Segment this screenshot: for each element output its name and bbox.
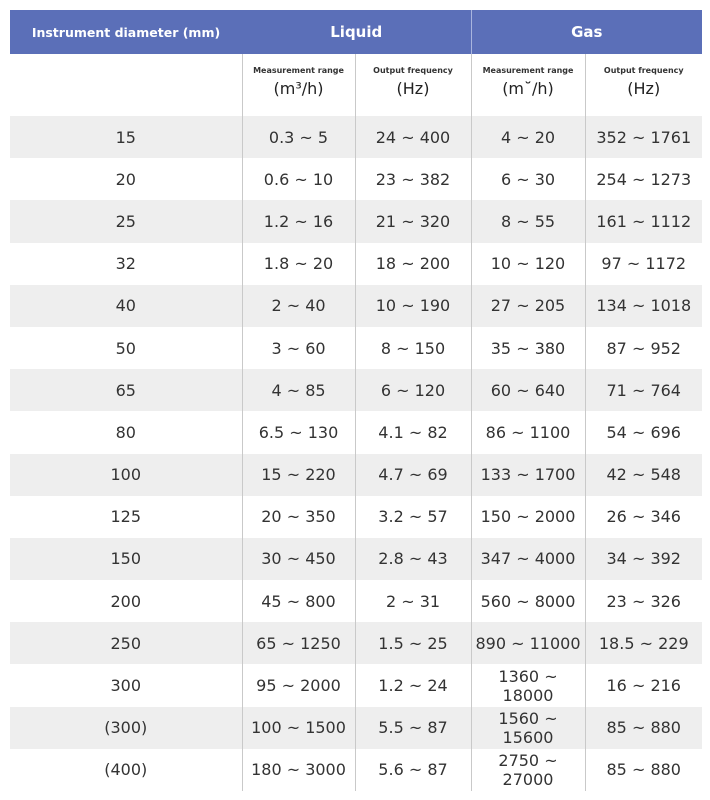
gas-range-label: Measurement range: [482, 66, 574, 75]
liquid-freq-cell: 2 ~ 31: [355, 580, 471, 622]
liquid-freq-cell: 10 ~ 190: [355, 285, 471, 327]
liquid-range-cell: 1.2 ~ 16: [242, 200, 355, 242]
diameter-cell: 150: [10, 538, 242, 580]
gas-range-cell: 6 ~ 30: [471, 158, 585, 200]
gas-range-cell: 60 ~ 640: [471, 369, 585, 411]
table-row: [10, 369, 702, 411]
gas-freq-cell: 42 ~ 548: [585, 454, 702, 496]
liquid-freq-label: Output frequency: [373, 66, 453, 75]
liquid-freq-cell: 1.5 ~ 25: [355, 622, 471, 664]
table-subheader-row: [10, 54, 702, 116]
liquid-freq-cell: 3.2 ~ 57: [355, 496, 471, 538]
gas-range-cell: 2750 ~ 27000: [471, 749, 585, 791]
diameter-cell: 20: [10, 158, 242, 200]
liquid-freq-cell: 21 ~ 320: [355, 200, 471, 242]
table-row: [10, 411, 702, 453]
table-row: [10, 622, 702, 664]
table-row: [10, 454, 702, 496]
gas-range-cell: 4 ~ 20: [471, 116, 585, 158]
liquid-freq-cell: 2.8 ~ 43: [355, 538, 471, 580]
table-body: [10, 116, 702, 791]
liquid-range-unit: (m³/h): [273, 79, 324, 98]
liquid-range-cell: 0.6 ~ 10: [242, 158, 355, 200]
liquid-range-cell: 180 ~ 3000: [242, 749, 355, 791]
diameter-subheader-empty: [10, 54, 242, 116]
gas-freq-unit: (Hz): [627, 79, 661, 98]
gas-range-cell: 560 ~ 8000: [471, 580, 585, 622]
diameter-cell: 50: [10, 327, 242, 369]
liquid-freq-cell: 5.6 ~ 87: [355, 749, 471, 791]
gas-freq-subheader: [585, 54, 702, 116]
gas-group-header: Gas: [471, 10, 702, 54]
gas-freq-cell: 34 ~ 392: [585, 538, 702, 580]
flowmeter-spec-table: [10, 10, 702, 791]
liquid-freq-cell: 18 ~ 200: [355, 243, 471, 285]
liquid-range-cell: 15 ~ 220: [242, 454, 355, 496]
gas-freq-cell: 161 ~ 1112: [585, 200, 702, 242]
gas-freq-cell: 26 ~ 346: [585, 496, 702, 538]
diameter-cell: 250: [10, 622, 242, 664]
gas-freq-cell: 16 ~ 216: [585, 664, 702, 706]
gas-range-cell: 1560 ~ 15600: [471, 707, 585, 749]
liquid-freq-cell: 24 ~ 400: [355, 116, 471, 158]
gas-range-cell: 8 ~ 55: [471, 200, 585, 242]
table-header-row: [10, 10, 702, 54]
gas-freq-cell: 85 ~ 880: [585, 749, 702, 791]
diameter-cell: 100: [10, 454, 242, 496]
table-row: [10, 327, 702, 369]
gas-freq-cell: 23 ~ 326: [585, 580, 702, 622]
gas-range-cell: 86 ~ 1100: [471, 411, 585, 453]
table-row: [10, 158, 702, 200]
diameter-cell: (300): [10, 707, 242, 749]
table-row: [10, 580, 702, 622]
gas-freq-cell: 71 ~ 764: [585, 369, 702, 411]
gas-range-cell: 10 ~ 120: [471, 243, 585, 285]
diameter-cell: 15: [10, 116, 242, 158]
gas-range-cell: 27 ~ 205: [471, 285, 585, 327]
diameter-cell: 25: [10, 200, 242, 242]
diameter-cell: 300: [10, 664, 242, 706]
diameter-column-header: Instrument diameter (mm): [10, 10, 242, 54]
table-row: [10, 664, 702, 706]
gas-freq-cell: 97 ~ 1172: [585, 243, 702, 285]
gas-range-subheader: [471, 54, 585, 116]
liquid-freq-cell: 4.1 ~ 82: [355, 411, 471, 453]
gas-range-cell: 347 ~ 4000: [471, 538, 585, 580]
diameter-cell: 40: [10, 285, 242, 327]
diameter-cell: (400): [10, 749, 242, 791]
gas-range-cell: 133 ~ 1700: [471, 454, 585, 496]
diameter-cell: 80: [10, 411, 242, 453]
liquid-range-cell: 30 ~ 450: [242, 538, 355, 580]
liquid-freq-subheader: [355, 54, 471, 116]
liquid-range-cell: 6.5 ~ 130: [242, 411, 355, 453]
liquid-freq-cell: 5.5 ~ 87: [355, 707, 471, 749]
liquid-range-cell: 20 ~ 350: [242, 496, 355, 538]
table-row: [10, 243, 702, 285]
liquid-range-label: Measurement range: [253, 66, 344, 75]
flowmeter-spec-table-container: [10, 10, 710, 791]
gas-freq-cell: 254 ~ 1273: [585, 158, 702, 200]
gas-range-cell: 35 ~ 380: [471, 327, 585, 369]
liquid-freq-cell: 6 ~ 120: [355, 369, 471, 411]
diameter-cell: 65: [10, 369, 242, 411]
liquid-freq-cell: 23 ~ 382: [355, 158, 471, 200]
table-row: [10, 707, 702, 749]
gas-freq-cell: 54 ~ 696: [585, 411, 702, 453]
gas-range-cell: 150 ~ 2000: [471, 496, 585, 538]
liquid-freq-cell: 8 ~ 150: [355, 327, 471, 369]
liquid-group-header: Liquid: [242, 10, 471, 54]
table-row: [10, 200, 702, 242]
liquid-freq-unit: (Hz): [396, 79, 430, 98]
table-row: [10, 749, 702, 791]
liquid-range-cell: 95 ~ 2000: [242, 664, 355, 706]
gas-freq-cell: 134 ~ 1018: [585, 285, 702, 327]
liquid-range-cell: 1.8 ~ 20: [242, 243, 355, 285]
liquid-range-cell: 4 ~ 85: [242, 369, 355, 411]
liquid-range-cell: 100 ~ 1500: [242, 707, 355, 749]
liquid-freq-cell: 4.7 ~ 69: [355, 454, 471, 496]
diameter-cell: 200: [10, 580, 242, 622]
gas-range-cell: 1360 ~ 18000: [471, 664, 585, 706]
liquid-range-subheader: [242, 54, 355, 116]
table-row: [10, 116, 702, 158]
liquid-range-cell: 2 ~ 40: [242, 285, 355, 327]
gas-range-cell: 890 ~ 11000: [471, 622, 585, 664]
table-row: [10, 285, 702, 327]
liquid-freq-cell: 1.2 ~ 24: [355, 664, 471, 706]
liquid-range-cell: 3 ~ 60: [242, 327, 355, 369]
gas-freq-cell: 87 ~ 952: [585, 327, 702, 369]
table-row: [10, 496, 702, 538]
liquid-range-cell: 65 ~ 1250: [242, 622, 355, 664]
gas-freq-cell: 85 ~ 880: [585, 707, 702, 749]
diameter-cell: 125: [10, 496, 242, 538]
liquid-range-cell: 45 ~ 800: [242, 580, 355, 622]
liquid-range-cell: 0.3 ~ 5: [242, 116, 355, 158]
gas-range-unit: (m˘/h): [502, 79, 554, 98]
gas-freq-label: Output frequency: [603, 66, 684, 75]
diameter-cell: 32: [10, 243, 242, 285]
gas-freq-cell: 18.5 ~ 229: [585, 622, 702, 664]
gas-freq-cell: 352 ~ 1761: [585, 116, 702, 158]
table-row: [10, 538, 702, 580]
